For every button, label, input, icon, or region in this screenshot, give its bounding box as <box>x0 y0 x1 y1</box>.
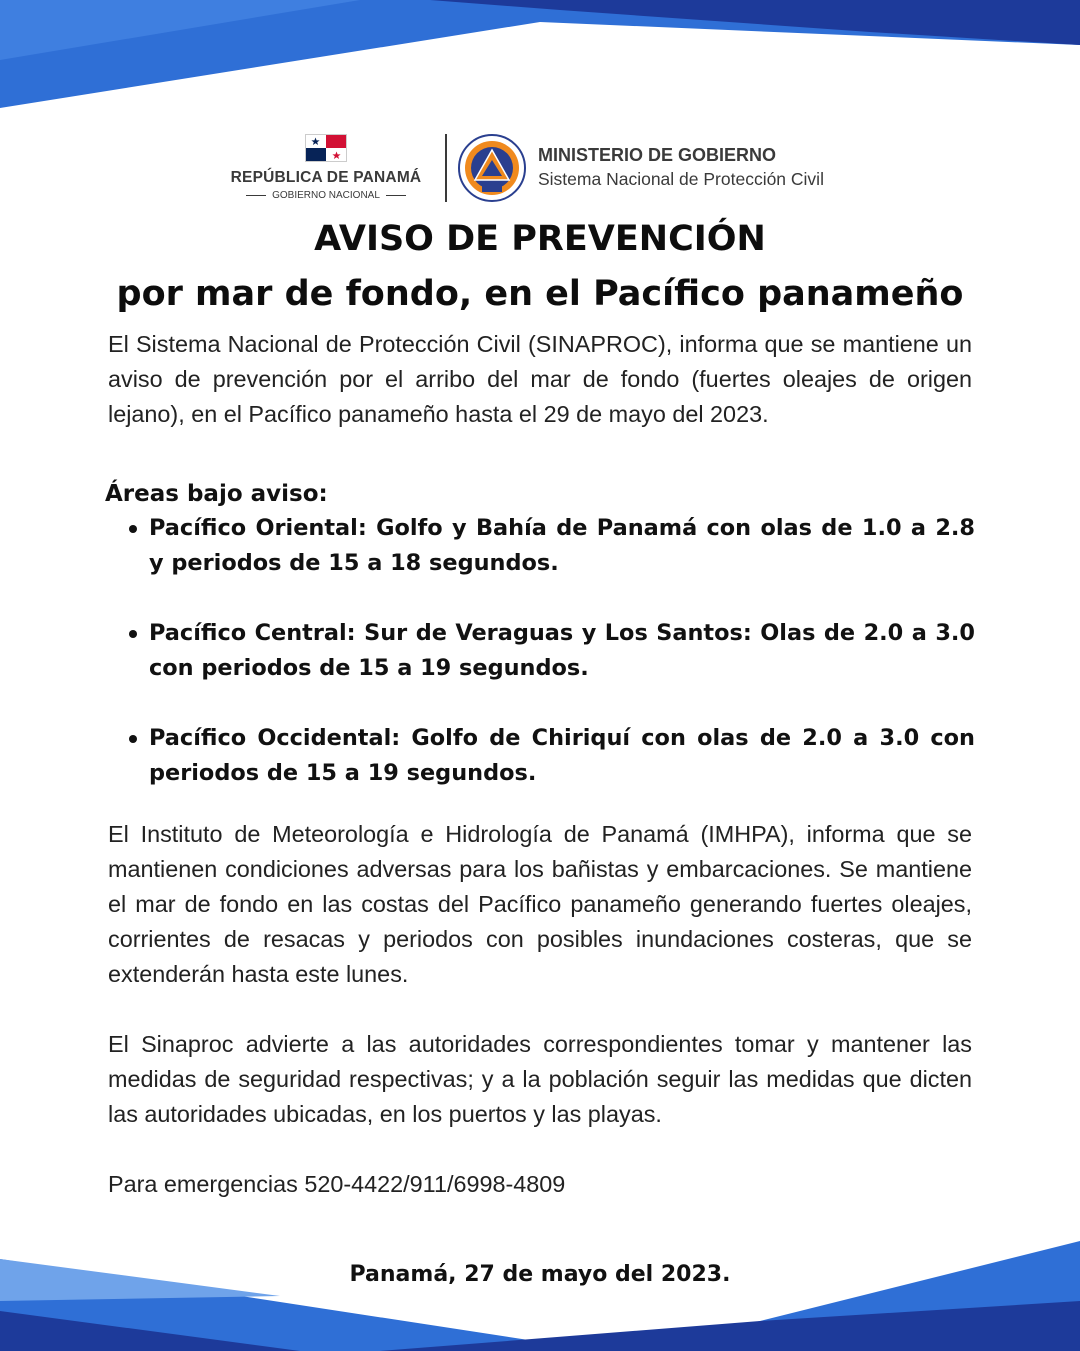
imhpa-paragraph: El Instituto de Meteorología e Hidrología de Panamá (IMHPA), informa que se mantienen condiciones adversas para los bañistas y embarcaciones. Se mantiene el mar de fondo en las costas del Pacífico panameño generando fuertes oleajes, corrientes de resacas y periodos con posibles inundaciones costeras, que se extenderán hasta este lunes. <box>108 821 972 987</box>
areas-heading: Áreas bajo aviso: <box>105 481 328 507</box>
notice-title <box>0 214 1080 324</box>
area-item-central: Pacífico Central: Sur de Veraguas y Los Santos: Olas de 2.0 a 3.0 con periodos de 15 a 19 segundos. <box>149 616 975 686</box>
emergency-contacts: Para emergencias 520-4422/911/6998-4809 <box>108 1171 566 1197</box>
republic-title: REPÚBLICA DE PANAMÁ <box>230 169 422 186</box>
header-logos <box>0 130 1080 210</box>
sinaproc-seal-icon <box>458 134 526 202</box>
area-item-oriental: Pacífico Oriental: Golfo y Bahía de Panamá con olas de 1.0 a 2.8 y periodos de 15 a 18 segundos. <box>149 511 975 581</box>
title-line-1: AVISO DE PREVENCIÓN <box>314 219 766 259</box>
areas-list <box>149 511 975 826</box>
title-line-2: por mar de fondo, en el Pacífico panameño <box>116 274 964 314</box>
sinaproc-paragraph: El Sinaproc advierte a las autoridades correspondientes tomar y mantener las medidas de seguridad respectivas; y a la población seguir las medidas que dicten las autoridades ubicadas, en los puertos y las playas. <box>108 1031 972 1127</box>
top-wave-decoration <box>0 0 1080 110</box>
area-item-occidental: Pacífico Occidental: Golfo de Chiriquí con olas de 2.0 a 3.0 con periodos de 15 a 19 segundos. <box>149 721 975 791</box>
ministry-title: MINISTERIO DE GOBIERNO <box>538 145 777 165</box>
ministry-subtitle: Sistema Nacional de Protección Civil <box>538 169 824 189</box>
ministry-block <box>538 145 824 190</box>
panama-flag-icon <box>305 134 347 162</box>
logo-divider <box>445 134 447 202</box>
intro-paragraph: El Sistema Nacional de Protección Civil (SINAPROC), informa que se mantiene un aviso de prevención por el arribo del mar de fondo (fuertes oleajes de origen lejano), en el Pacífico panameño hasta el 29 de mayo del 2023. <box>108 331 972 427</box>
republic-subtitle-row <box>225 190 427 201</box>
republic-logo <box>225 134 427 201</box>
footer-date: Panamá, 27 de mayo del 2023. <box>349 1262 731 1287</box>
republic-subtitle: GOBIERNO NACIONAL <box>272 190 380 201</box>
